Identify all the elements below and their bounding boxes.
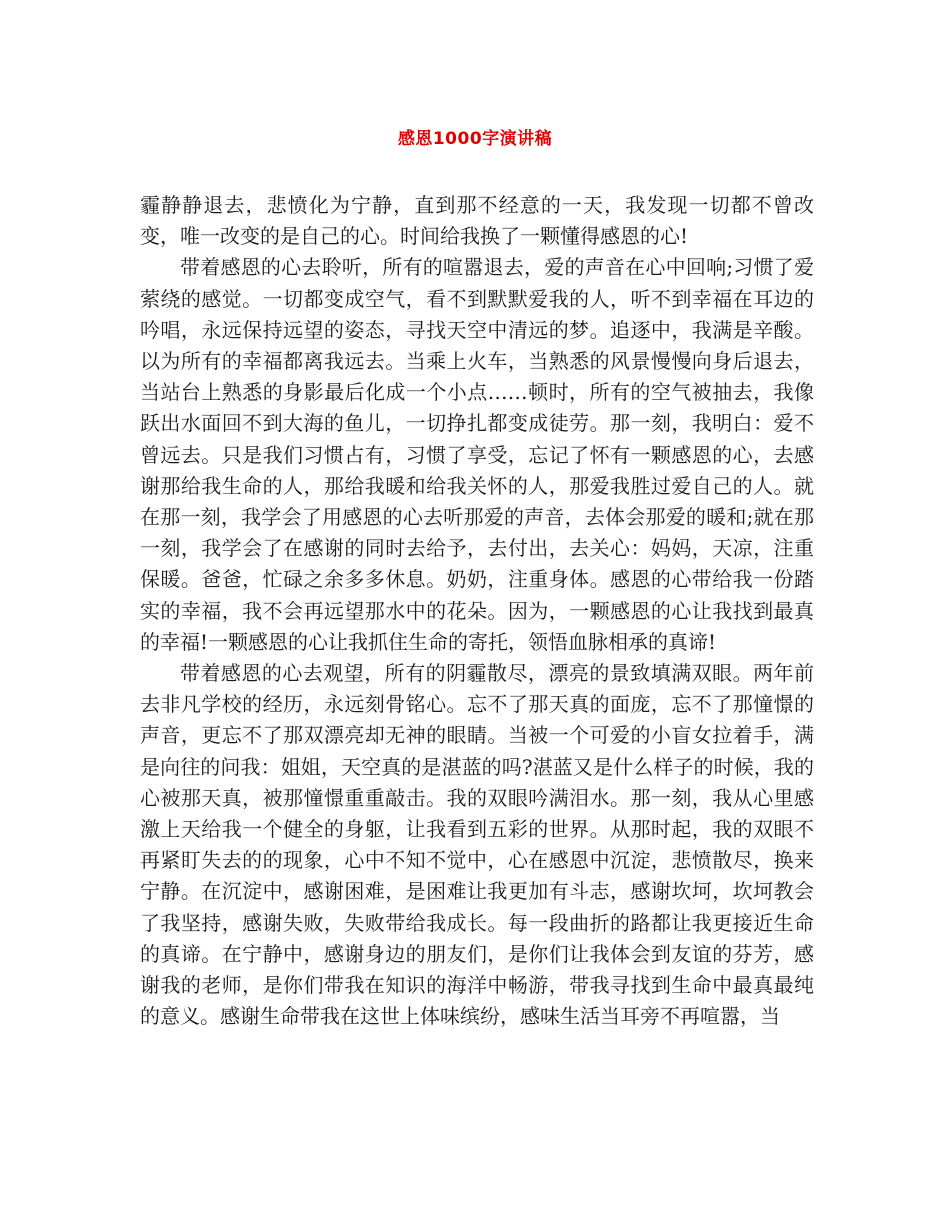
document-body	[140, 190, 814, 1032]
document-title: 感恩1000字演讲稿	[397, 129, 553, 149]
paragraph-3: 带着感恩的心去观望，所有的阴霾散尽，漂亮的景致填满双眼。两年前去非凡学校的经历，永远刻骨铭心。忘不了那天真的面庞，忘不了那憧憬的声音，更忘不了那双漂亮却无神的眼睛。当被一个可爱的小盲女拉着手，满是向往的问我：姐姐，天空真的是湛蓝的吗?湛蓝又是什么样子的时候，我的心被那天真，被那憧憬重重敲击。我的双眼吟满泪水。那一刻，我从心里感激上天给我一个健全的身躯，让我看到五彩的世界。从那时起，我的双眼不再紧盯失去的的现象，心中不知不觉中，心在感恩中沉淀，悲愤散尽，换来宁静。在沉淀中，感谢困难，是困难让我更加有斗志，感谢坎坷，坎坷教会了我坚持，感谢失败，失败带给我成长。每一段曲折的路都让我更接近生命的真谛。在宁静中，感谢身边的朋友们，是你们让我体会到友谊的芬芳，感 谢我的老师，是你们带我在知识的海洋中畅游，带我寻找到生命中最真最纯的意义。感谢生命带我在这世上体味缤纷，感味生活当耳旁不再喧嚣，当	[140, 661, 814, 1029]
paragraph-1: 霾静静退去，悲愤化为宁静，直到那不经意的一天，我发现一切都不曾改变，唯一改变的是自己的心。时间给我换了一颗懂得感恩的心!	[140, 193, 814, 249]
paragraph-2: 带着感恩的心去聆听，所有的喧嚣退去，爱的声音在心中回响;习惯了爱萦绕的感觉。一切都变成空气，看不到默默爱我的人，听不到幸福在耳边的吟唱，永远保持远望的姿态，寻找天空中清远的梦。追逐中，我满是辛酸。以为所有的幸福都离我远去。当乘上火车，当熟悉的风景慢慢向身后退去，当站台上熟悉的身影最后化成一个小点……顿时，所有的空气被抽去，我像跃出水面回不到大海的鱼儿，一切挣扎都变成徒劳。那一刻，我明白：爱不曾远去。只是我们习惯占有，习惯了享受，忘记了怀有一颗感恩的心，去感谢那给我生命的人，那给我暖和给我关怀的人，那爱我胜过爱自己的人。就在那一刻，我学会了用感恩的心去听那爱的声音，去体会那爱的暖和;就在那一刻，我学会了在感谢的同时去给予，去付出，去关心：妈妈，天凉，注重保暖。爸爸，忙碌之余多多休息。奶奶，注重身体。感恩的心带给我一份踏实的幸福，我不会再远望那水中的花朵。因为，一颗感恩的心让我找到最真的幸福!一颗感恩的心让我抓住生命的寄托，领悟血脉相承的真谛!	[140, 255, 814, 654]
